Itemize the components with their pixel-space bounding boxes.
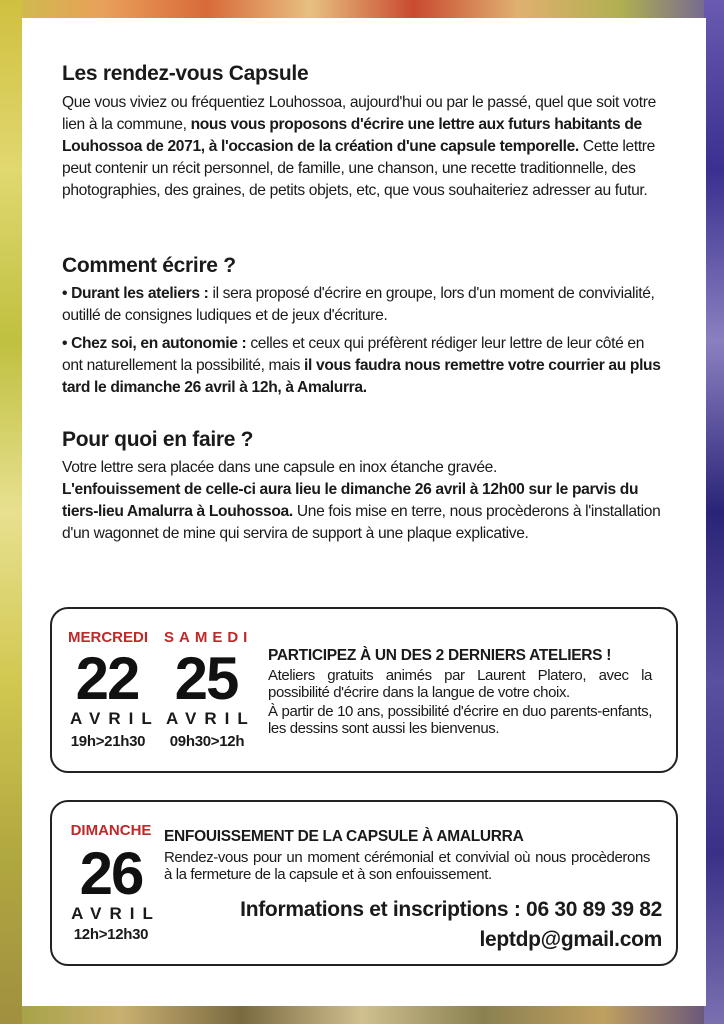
date-time: 19h>21h30	[70, 733, 146, 750]
date-day: DIMANCHE	[70, 822, 152, 839]
date-month: AVRIL	[71, 904, 161, 923]
box-description: À partir de 10 ans, possibilité d'écrire en duo parents-enfants, les dessins sont aussi les bienvenus.	[268, 703, 652, 737]
ateliers-box	[50, 607, 678, 773]
date-number: 25	[174, 645, 238, 712]
painted-border-top	[0, 0, 724, 20]
date-day: SAMEDI	[164, 629, 253, 646]
text: Une fois mise en terre, nous procèderons à l'installation d'un wagonnet de mine qui servira de support à une plaque explicative.	[62, 503, 661, 542]
text-bold: nous vous proposons d'écrire une lettre aux futurs habitants de Louhossoa de 2071, à l'occasion de la création d'une capsule temporelle.	[62, 116, 642, 155]
date-number: 26	[79, 840, 143, 907]
text-bold: il vous faudra nous remettre votre courrier au plus tard le dimanche 26 avril à 12h, à Amalurra.	[62, 357, 661, 396]
date-month: AVRIL	[166, 709, 256, 728]
text: Que vous viviez ou fréquentiez Louhossoa, aujourd'hui ou par le passé, quel que soit votre lien à la commune,	[62, 94, 656, 133]
box-title: ENFOUISSEMENT DE LA CAPSULE À AMALURRA	[164, 828, 524, 845]
contact-email[interactable]: leptdp@gmail.com	[479, 928, 662, 951]
painted-border-right	[704, 0, 724, 1024]
bullet-label: • Durant les ateliers :	[62, 285, 209, 302]
date-day: MERCREDI	[68, 629, 149, 646]
section-purpose-text	[62, 457, 662, 545]
painted-border-bottom	[0, 1004, 724, 1024]
bullet-autonomie	[62, 333, 662, 399]
section-title-pour-quoi: Pour quoi en faire ?	[62, 428, 254, 451]
section-title-comment-ecrire: Comment écrire ?	[62, 254, 236, 277]
date-month: AVRIL	[70, 709, 160, 728]
bullet-label: • Chez soi, en autonomie :	[62, 335, 247, 352]
contact-phone: Informations et inscriptions : 06 30 89 39 82	[240, 898, 662, 921]
enfouissement-box	[50, 800, 678, 966]
text-bold: L'enfouissement de celle-ci aura lieu le dimanche 26 avril à 12h00 sur le parvis du tiers-lieu Amalurra à Louhossoa.	[62, 481, 639, 520]
bullet-ateliers	[62, 283, 662, 327]
text: il sera proposé d'écrire en groupe, lors d'un moment de convivialité, outillé de consignes ludiques et de jeux d'écriture.	[62, 285, 655, 324]
text: celles et ceux qui préfèrent rédiger leur lettre de leur côté en ont naturellement la possibilité, mais	[62, 335, 645, 374]
date-time: 12h>12h30	[73, 926, 149, 943]
box-title: PARTICIPEZ À UN DES 2 DERNIERS ATELIERS !	[268, 647, 612, 664]
box-description: Rendez-vous pour un moment cérémonial et convivial où nous procèderons à la fermeture de la capsule et à son enfouissement.	[164, 849, 650, 883]
text: Votre lettre sera placée dans une capsule en inox étanche gravée.	[62, 459, 497, 476]
box-description: Ateliers gratuits animés par Laurent Platero, avec la possibilité d'écrire dans la langue de votre choix.	[268, 667, 652, 701]
section-title-rendez-vous: Les rendez-vous Capsule	[62, 62, 309, 85]
date-time: 09h30>12h	[169, 733, 245, 750]
section-intro-text	[62, 92, 662, 202]
painted-border-left	[0, 0, 22, 1024]
text: Cette lettre peut contenir un récit personnel, de famille, une chanson, une recette traditionnelle, des photographies, des graines, de petits objets, etc, que vous souhaiteriez adresser au futur.	[62, 138, 655, 199]
date-number: 22	[75, 645, 139, 712]
